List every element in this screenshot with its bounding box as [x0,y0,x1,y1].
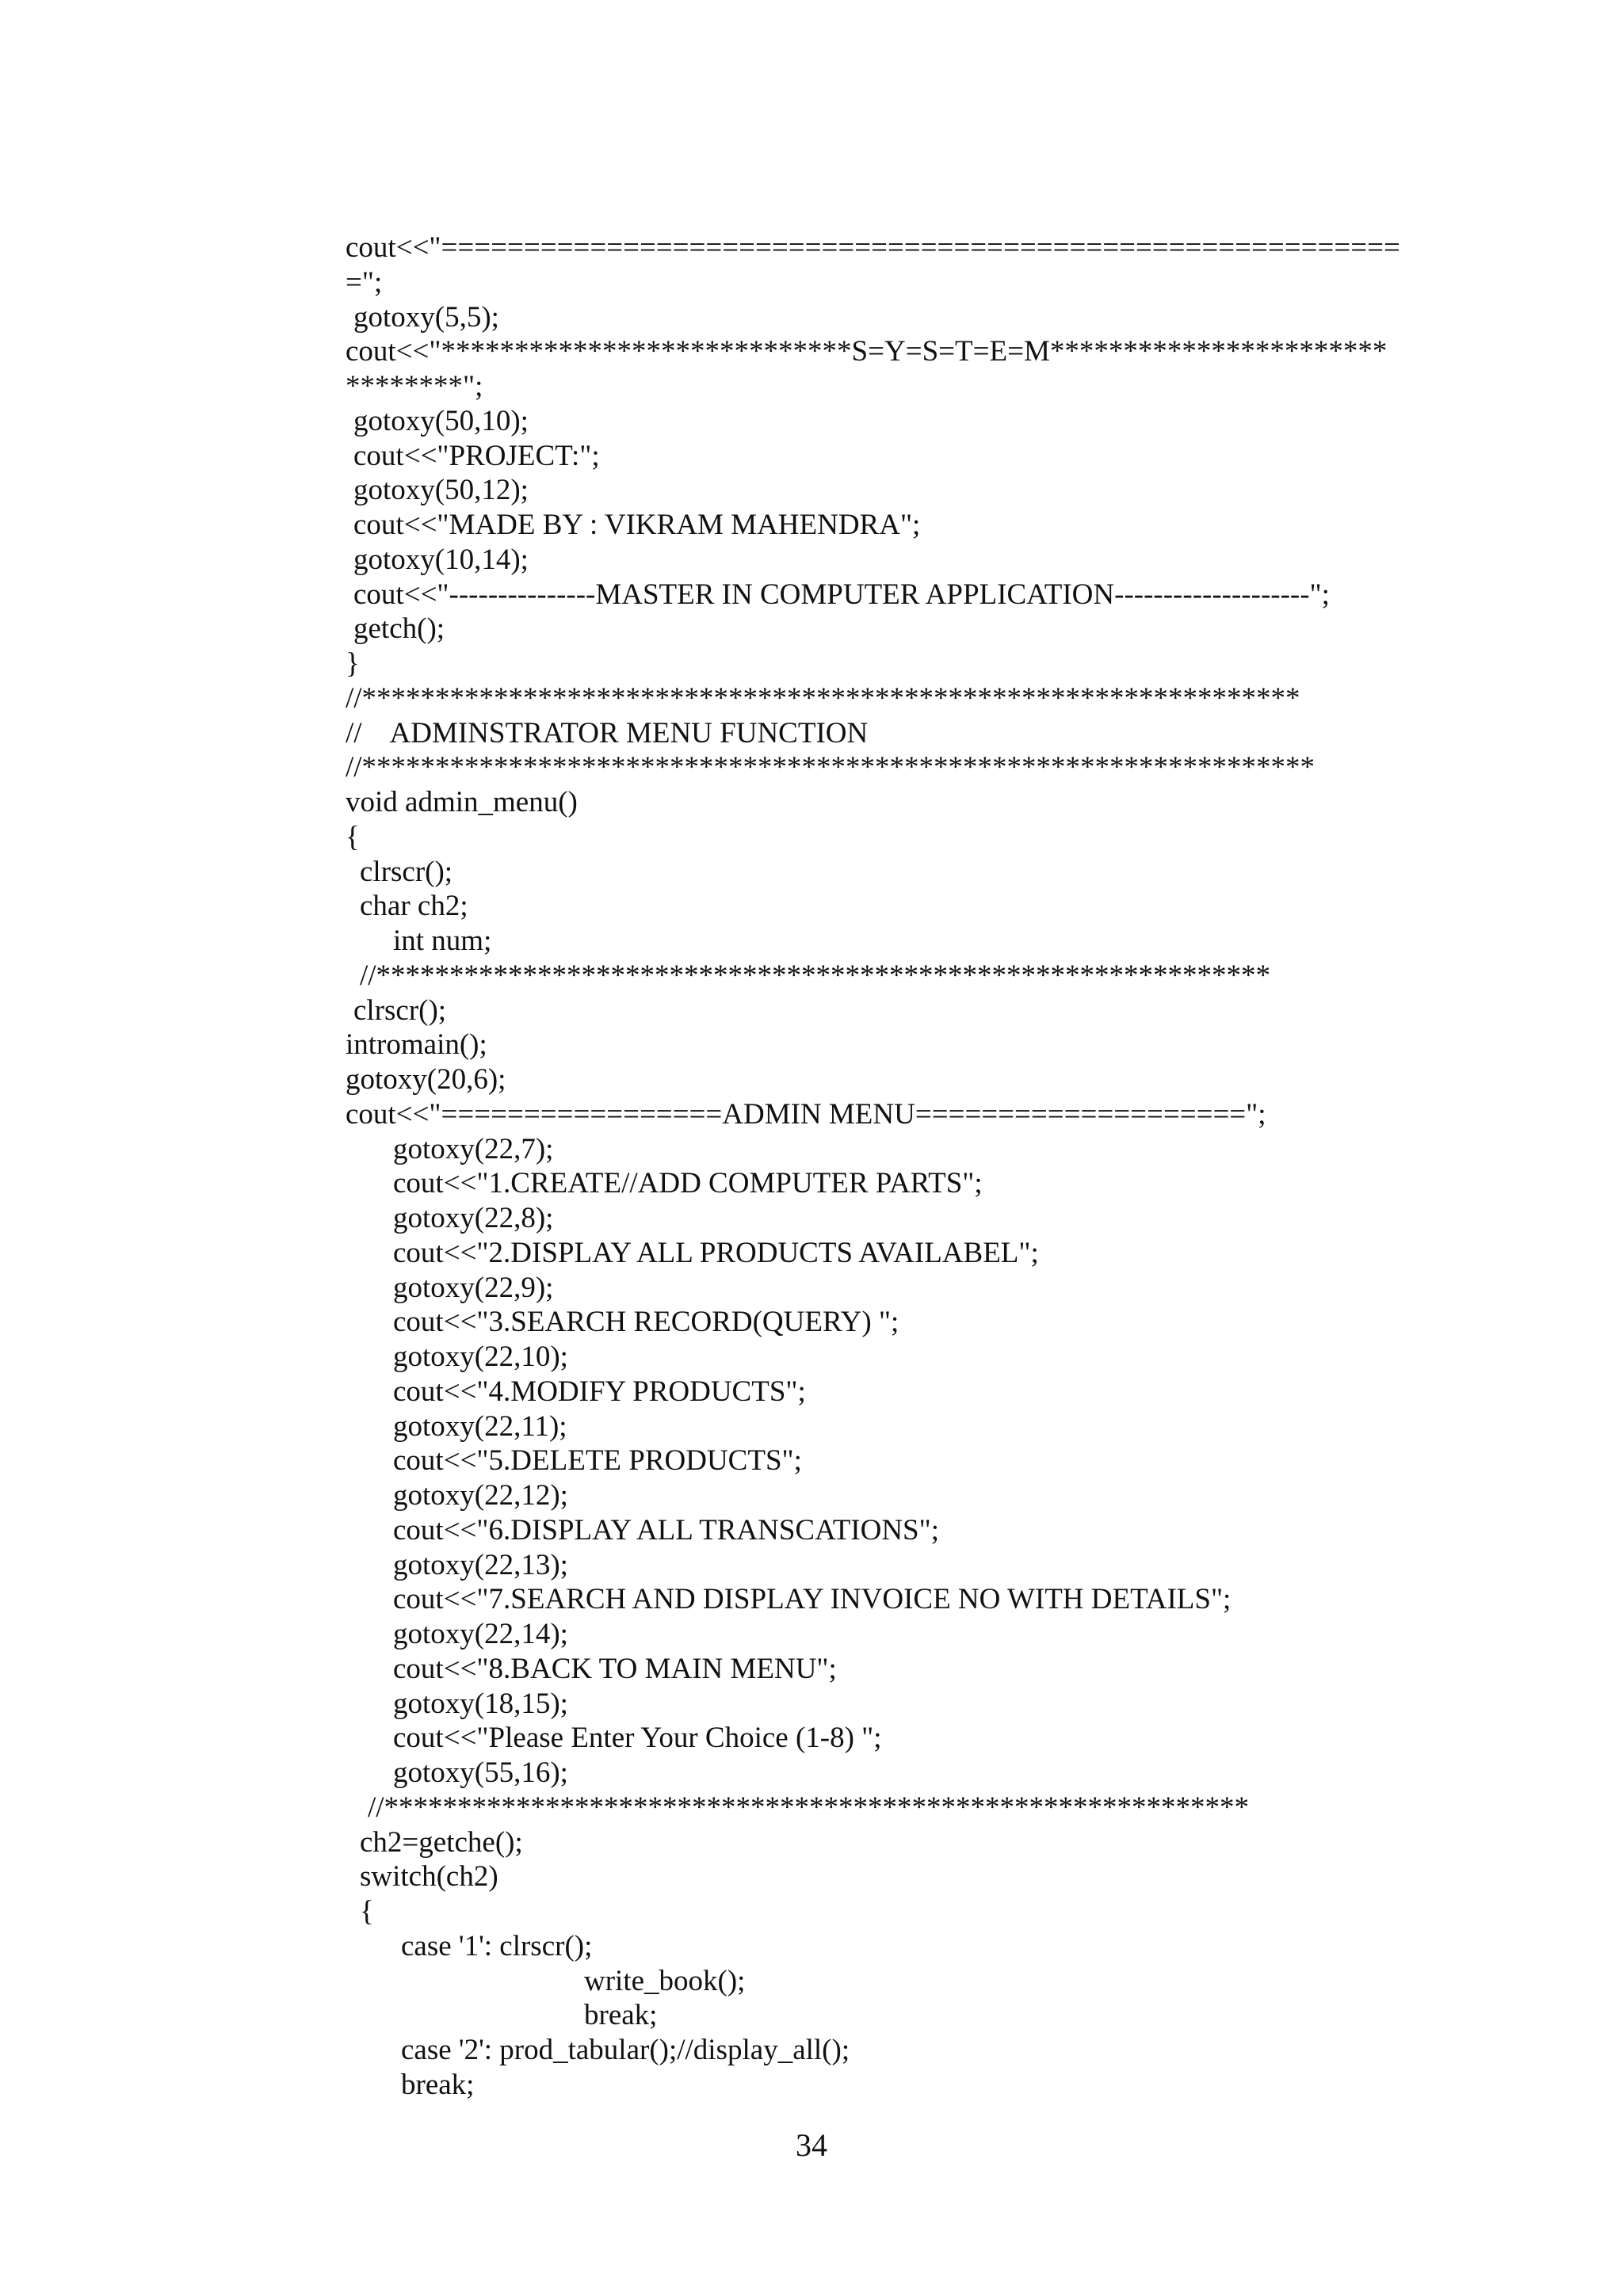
code-line: gotoxy(55,16); [393,1756,568,1789]
code-line: cout<<"========================================================== [346,231,1400,264]
code-line: ch2=getche(); [360,1825,523,1859]
code-line: gotoxy(22,14); [393,1618,568,1650]
code-line: } [346,647,360,680]
code-line: clrscr(); [360,855,453,888]
code-line: cout<<"2.DISPLAY ALL PRODUCTS AVAILABEL"; [393,1236,1039,1269]
code-line: cout<<"8.BACK TO MAIN MENU"; [393,1652,837,1685]
code-line: gotoxy(22,12); [393,1479,568,1512]
code-line: ="; [346,265,383,299]
code-line: ********"; [346,370,483,402]
code-line: write_book(); [584,1964,746,1997]
code-line: cout<<"4.MODIFY PRODUCTS"; [393,1375,806,1408]
code-line: char ch2; [360,890,468,923]
code-line: cout<<"MADE BY : VIKRAM MAHENDRA"; [353,509,921,541]
code-line: cout<<"Please Enter Your Choice (1-8) "; [393,1722,882,1755]
code-line: // ADMINSTRATOR MENU FUNCTION [346,716,869,749]
code-line: break; [584,1999,658,2032]
code-line: gotoxy(22,13); [393,1548,568,1581]
code-line: gotoxy(22,10); [393,1341,568,1373]
code-line: clrscr(); [353,994,447,1027]
code-line: { [346,820,360,853]
code-line: //**************************************************************** [346,681,1300,715]
code-line: gotoxy(20,6); [346,1063,506,1096]
code-line: //*********************************************************** [368,1791,1250,1824]
code-line: cout<<"1.CREATE//ADD COMPUTER PARTS"; [393,1167,983,1200]
code-line: intromain(); [346,1028,487,1062]
code-line: cout<<"PROJECT:"; [353,439,600,472]
page-number: 34 [796,2127,827,2163]
code-line: gotoxy(22,11); [393,1409,567,1443]
code-line: cout<<"---------------MASTER IN COMPUTER APPLICATION--------------------"; [353,578,1330,611]
code-listing [346,231,1534,2103]
code-line: gotoxy(50,12); [353,474,529,507]
code-line: cout<<"****************************S=Y=S=T=E=M*********************** [346,335,1388,368]
code-line: case '2': prod_tabular();//display_all(); [401,2034,850,2066]
code-line: void admin_menu() [346,786,578,818]
code-line: case '1': clrscr(); [401,1929,593,1962]
code-line: cout<<"=================ADMIN MENU===================="; [346,1097,1266,1131]
code-line: //************************************************************* [360,959,1271,992]
code-line: gotoxy(50,10); [353,404,529,437]
code-line: break; [401,2068,475,2101]
code-line: gotoxy(5,5); [353,300,499,334]
code-line: cout<<"7.SEARCH AND DISPLAY INVOICE NO WITH DETAILS"; [393,1583,1232,1616]
code-line: gotoxy(18,15); [393,1687,568,1720]
code-line: int num; [393,925,492,957]
code-line: gotoxy(22,7); [393,1132,554,1165]
code-line: getch(); [353,612,445,646]
code-line: cout<<"6.DISPLAY ALL TRANSCATIONS"; [393,1513,940,1547]
code-line: { [360,1895,374,1928]
code-line: gotoxy(10,14); [353,543,529,576]
code-line: //***************************************************************** [346,751,1316,784]
code-line: cout<<"3.SEARCH RECORD(QUERY) "; [393,1306,899,1339]
code-line: gotoxy(22,8); [393,1202,554,1234]
code-line: switch(ch2) [360,1860,498,1894]
code-line: gotoxy(22,9); [393,1271,554,1304]
code-line: cout<<"5.DELETE PRODUCTS"; [393,1444,802,1478]
